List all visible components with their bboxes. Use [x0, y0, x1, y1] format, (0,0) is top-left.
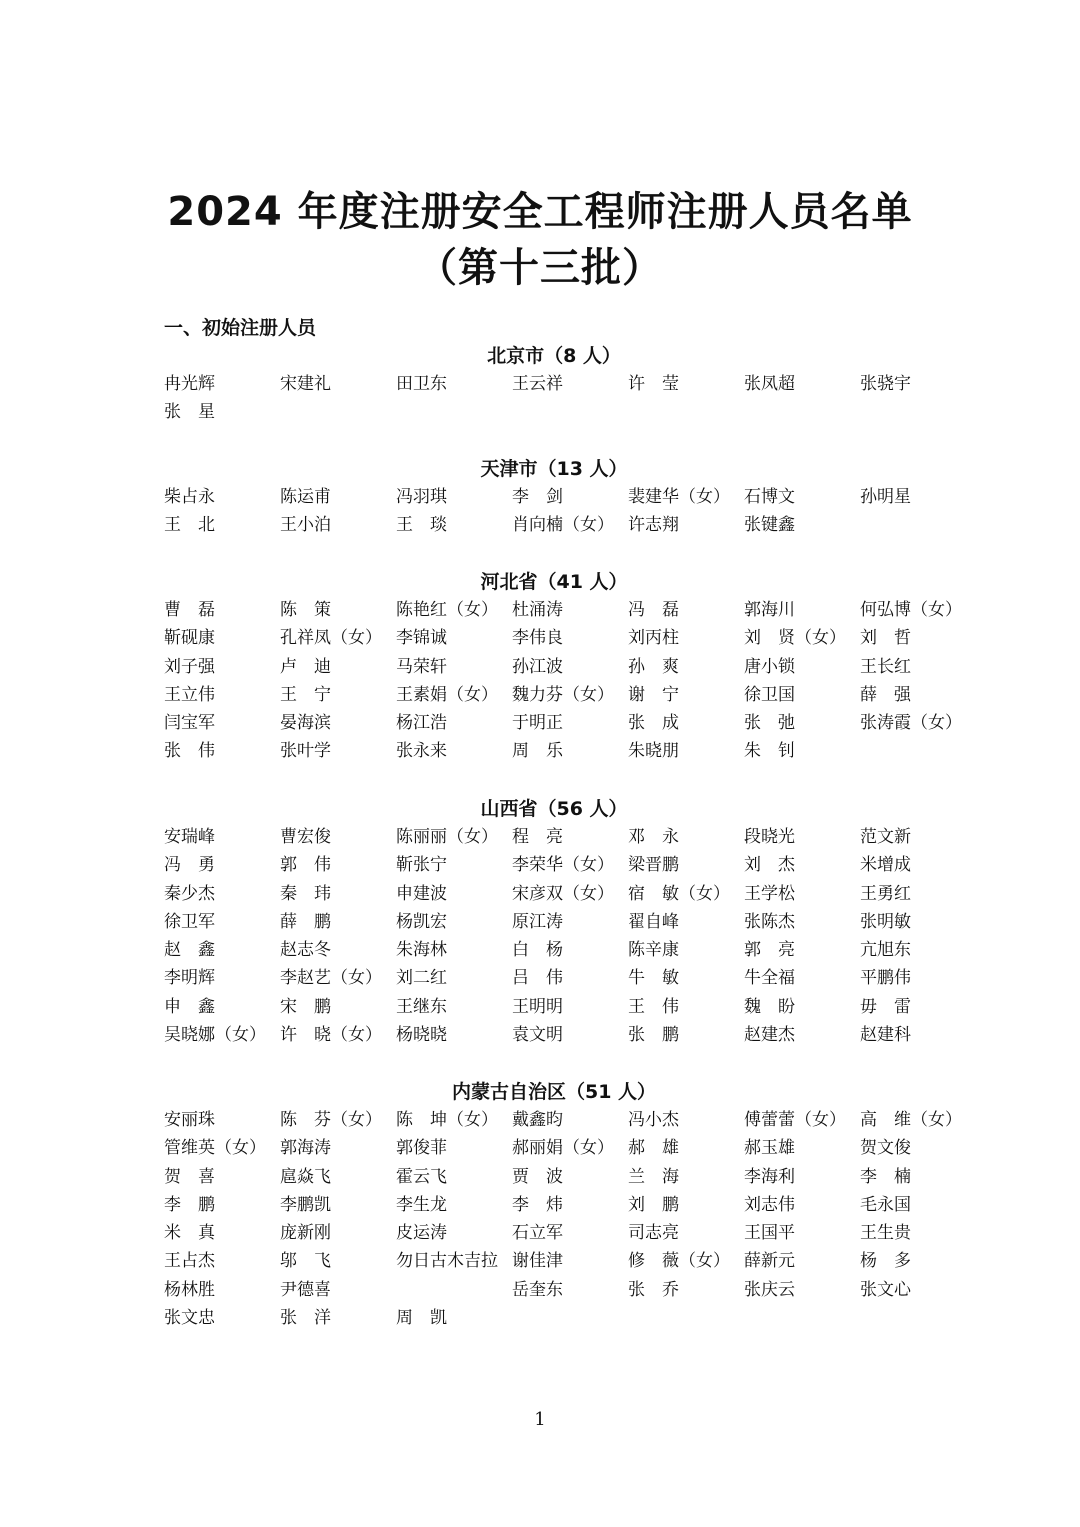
person-name: 郭 亮 — [744, 940, 795, 961]
person-name: 李明辉 — [164, 968, 215, 989]
person-name: 李 剑 — [512, 487, 563, 507]
person-name: 皮运涛 — [396, 1223, 447, 1244]
person-name: 陈 坤（女） — [396, 1110, 498, 1130]
person-name: 许志翔 — [628, 515, 679, 536]
person-name: 曹 磊 — [164, 600, 215, 620]
person-name: 管维英（女） — [164, 1138, 266, 1159]
person-name: 刘 杰 — [744, 855, 795, 876]
person-name: 魏 盼 — [744, 996, 795, 1017]
person-name: 唐小锁 — [744, 656, 795, 677]
person-name: 张 伟 — [164, 741, 215, 762]
person-name: 牛 敏 — [628, 968, 679, 989]
person-name: 冯小杰 — [628, 1110, 679, 1130]
region-title: 北京市（8 人） — [487, 345, 621, 367]
person-name: 牛全福 — [744, 968, 795, 989]
person-name: 孔祥凤（女） — [280, 628, 382, 649]
person-name: 徐卫国 — [744, 684, 795, 705]
person-name: 柴占永 — [164, 487, 215, 507]
person-name: 张骁宇 — [860, 374, 911, 394]
document-subtitle: （第十三批） — [417, 245, 663, 291]
person-name: 周 凯 — [396, 1308, 447, 1329]
person-name: 高 维（女） — [860, 1110, 962, 1130]
person-name: 卢 迪 — [280, 656, 331, 677]
person-name: 李伟良 — [512, 628, 563, 649]
person-name: 张键鑫 — [744, 515, 795, 536]
person-name: 闫宝军 — [164, 713, 215, 734]
person-name: 李 鹏 — [164, 1194, 215, 1215]
person-name: 杨 多 — [860, 1251, 911, 1272]
person-name: 刘二红 — [396, 968, 447, 989]
person-name: 杨江浩 — [396, 713, 447, 734]
person-name: 宋建礼 — [280, 374, 331, 394]
person-name: 王占杰 — [164, 1251, 215, 1272]
person-name: 白 杨 — [512, 940, 563, 961]
person-name: 杜涌涛 — [512, 600, 563, 620]
person-name: 张文心 — [860, 1279, 911, 1300]
person-name: 刘 鹏 — [628, 1194, 679, 1215]
person-name: 平鹏伟 — [860, 968, 911, 989]
person-name: 吴晓娜（女） — [164, 1025, 266, 1046]
person-name: 原江涛 — [512, 911, 563, 932]
person-name: 张涛霞（女） — [860, 713, 962, 734]
person-name: 申 鑫 — [164, 996, 215, 1017]
person-name: 赵 鑫 — [164, 940, 215, 961]
person-name: 周 乐 — [512, 741, 563, 762]
person-name: 贺 喜 — [164, 1166, 215, 1187]
person-name: 亢旭东 — [860, 940, 911, 961]
person-name: 赵建科 — [860, 1025, 911, 1046]
person-name: 邓 永 — [628, 827, 679, 847]
person-name: 刘 贤（女） — [744, 628, 846, 649]
person-name: 于明正 — [512, 713, 563, 734]
person-name: 郝丽娟（女） — [512, 1138, 614, 1159]
person-name: 贺文俊 — [860, 1138, 911, 1159]
person-name: 李鹏凯 — [280, 1194, 331, 1215]
person-name: 张庆云 — [744, 1279, 795, 1300]
person-name: 王生贵 — [860, 1223, 911, 1244]
person-name: 曹宏俊 — [280, 827, 331, 847]
person-name: 陈辛康 — [628, 940, 679, 961]
person-name: 司志亮 — [628, 1223, 679, 1244]
region-shanxi — [164, 795, 964, 1049]
person-name: 张明敏 — [860, 911, 911, 932]
person-name: 宋 鹏 — [280, 996, 331, 1017]
person-name: 庞新刚 — [280, 1223, 331, 1244]
person-name: 王 北 — [164, 515, 215, 536]
person-name: 郭俊菲 — [396, 1138, 447, 1159]
region-title: 山西省（56 人） — [480, 798, 628, 820]
person-name: 李 炜 — [512, 1194, 563, 1215]
person-name: 孙明星 — [860, 487, 911, 507]
person-name: 安丽珠 — [164, 1110, 215, 1130]
person-name: 马荣轩 — [396, 656, 447, 677]
person-name: 许 晓（女） — [280, 1025, 382, 1046]
person-name: 安瑞峰 — [164, 827, 215, 847]
person-name: 薛 鹏 — [280, 911, 331, 932]
person-name: 申建波 — [396, 883, 447, 904]
person-name: 郝玉雄 — [744, 1138, 795, 1159]
person-name: 秦少杰 — [164, 883, 215, 904]
region-hebei — [164, 568, 964, 766]
person-name: 张陈杰 — [744, 911, 795, 932]
person-name: 裴建华（女） — [628, 487, 730, 507]
person-name: 刘志伟 — [744, 1194, 795, 1215]
person-name: 赵建杰 — [744, 1025, 795, 1046]
person-name: 张 弛 — [744, 713, 795, 734]
person-name: 张 鹏 — [628, 1025, 679, 1046]
person-name: 石博文 — [744, 487, 795, 507]
person-name: 杨晓晓 — [396, 1025, 447, 1046]
region-title: 天津市（13 人） — [480, 458, 628, 480]
person-name: 王继东 — [396, 996, 447, 1017]
person-name: 张 洋 — [280, 1308, 331, 1329]
person-name: 梁晋鹏 — [628, 855, 679, 876]
person-name: 李海利 — [744, 1166, 795, 1187]
person-name: 薛新元 — [744, 1251, 795, 1272]
person-name: 郭海涛 — [280, 1138, 331, 1159]
person-name: 谢佳津 — [512, 1251, 563, 1272]
person-name: 吕 伟 — [512, 968, 563, 989]
person-name: 朱海林 — [396, 940, 447, 961]
person-name: 刘丙柱 — [628, 628, 679, 649]
person-name: 张 星 — [164, 402, 215, 423]
person-name: 王 琰 — [396, 515, 447, 536]
person-name: 王立伟 — [164, 684, 215, 705]
person-name: 徐卫军 — [164, 911, 215, 932]
person-name: 李赵艺（女） — [280, 968, 382, 989]
person-name: 朱晓朋 — [628, 741, 679, 762]
person-name: 陈运甫 — [280, 487, 331, 507]
person-name: 段晓光 — [744, 827, 795, 847]
person-name: 宿 敏（女） — [628, 883, 730, 904]
person-name: 何弘博（女） — [860, 600, 962, 620]
region-tianjin — [164, 455, 964, 540]
person-name: 陈艳红（女） — [396, 600, 498, 620]
person-name: 冯 勇 — [164, 855, 215, 876]
person-name: 兰 海 — [628, 1166, 679, 1187]
person-name: 杨凯宏 — [396, 911, 447, 932]
person-name: 靳张宁 — [396, 855, 447, 876]
person-name: 冉光辉 — [164, 374, 215, 394]
person-name: 陈 芬（女） — [280, 1110, 382, 1130]
person-name: 王国平 — [744, 1223, 795, 1244]
person-name: 范文新 — [860, 827, 911, 847]
person-name: 王长红 — [860, 656, 911, 677]
person-name: 程 亮 — [512, 827, 563, 847]
person-name: 薛 强 — [860, 684, 911, 705]
person-name: 王 宁 — [280, 684, 331, 705]
person-name: 张叶学 — [280, 741, 331, 762]
person-name: 李 楠 — [860, 1166, 911, 1187]
person-name: 魏力芬（女） — [512, 684, 614, 705]
name-list — [164, 1106, 964, 1332]
person-name: 宋彦双（女） — [512, 883, 614, 904]
person-name: 肖向楠（女） — [512, 515, 614, 536]
person-name: 郝 雄 — [628, 1138, 679, 1159]
person-name: 王明明 — [512, 996, 563, 1017]
person-name: 李生龙 — [396, 1194, 447, 1215]
document-title: 2024 年度注册安全工程师注册人员名单 — [167, 189, 913, 235]
person-name: 刘 哲 — [860, 628, 911, 649]
person-name: 袁文明 — [512, 1025, 563, 1046]
person-name: 张永来 — [396, 741, 447, 762]
person-name: 冯羽琪 — [396, 487, 447, 507]
person-name: 张 成 — [628, 713, 679, 734]
person-name: 赵志冬 — [280, 940, 331, 961]
person-name: 石立军 — [512, 1223, 563, 1244]
person-name: 杨林胜 — [164, 1279, 215, 1300]
person-name: 许 莹 — [628, 374, 679, 394]
person-name: 晏海滨 — [280, 713, 331, 734]
person-name: 傅蕾蕾（女） — [744, 1110, 846, 1130]
region-title: 内蒙古自治区（51 人） — [451, 1081, 657, 1103]
name-list — [164, 596, 964, 766]
person-name: 李锦诚 — [396, 628, 447, 649]
person-name: 孙江波 — [512, 656, 563, 677]
person-name: 郭海川 — [744, 600, 795, 620]
person-name: 戴鑫昀 — [512, 1110, 563, 1130]
person-name: 王勇红 — [860, 883, 911, 904]
name-list — [164, 823, 964, 1049]
person-name: 霍云飞 — [396, 1166, 447, 1187]
person-name: 张 乔 — [628, 1279, 679, 1300]
person-name: 陈 策 — [280, 600, 331, 620]
person-name: 修 薇（女） — [628, 1251, 730, 1272]
person-name: 扈焱飞 — [280, 1166, 331, 1187]
person-name: 陈丽丽（女） — [396, 827, 498, 847]
person-name: 孙 爽 — [628, 656, 679, 677]
region-inner-mongolia — [164, 1078, 964, 1332]
person-name: 朱 钊 — [744, 741, 795, 762]
person-name: 米 真 — [164, 1223, 215, 1244]
person-name: 靳砚康 — [164, 628, 215, 649]
name-list — [164, 483, 964, 540]
person-name: 贾 波 — [512, 1166, 563, 1187]
person-name: 毋 雷 — [860, 996, 911, 1017]
person-name: 冯 磊 — [628, 600, 679, 620]
person-name: 秦 玮 — [280, 883, 331, 904]
person-name: 尹德喜 — [280, 1279, 331, 1300]
person-name: 邬 飞 — [280, 1251, 331, 1272]
person-name: 王小泊 — [280, 515, 331, 536]
person-name: 张凤超 — [744, 374, 795, 394]
person-name: 王云祥 — [512, 374, 563, 394]
person-name: 李荣华（女） — [512, 855, 614, 876]
person-name: 刘子强 — [164, 656, 215, 677]
region-beijing — [164, 342, 964, 427]
person-name: 谢 宁 — [628, 684, 679, 705]
region-title: 河北省（41 人） — [480, 571, 628, 593]
name-list — [164, 370, 964, 427]
person-name: 王学松 — [744, 883, 795, 904]
person-name: 米增成 — [860, 855, 911, 876]
person-name: 田卫东 — [396, 374, 447, 394]
person-name: 张文忠 — [164, 1308, 215, 1329]
person-name: 岳奎东 — [512, 1279, 563, 1300]
person-name: 翟自峰 — [628, 911, 679, 932]
person-name: 王素娟（女） — [396, 684, 498, 705]
person-name: 毛永国 — [860, 1194, 911, 1215]
person-name: 郭 伟 — [280, 855, 331, 876]
page-number: 1 — [534, 1409, 546, 1430]
section-heading: 一、初始注册人员 — [164, 317, 317, 339]
person-name: 王 伟 — [628, 996, 679, 1017]
person-name: 勿日古木吉拉 — [396, 1251, 498, 1272]
